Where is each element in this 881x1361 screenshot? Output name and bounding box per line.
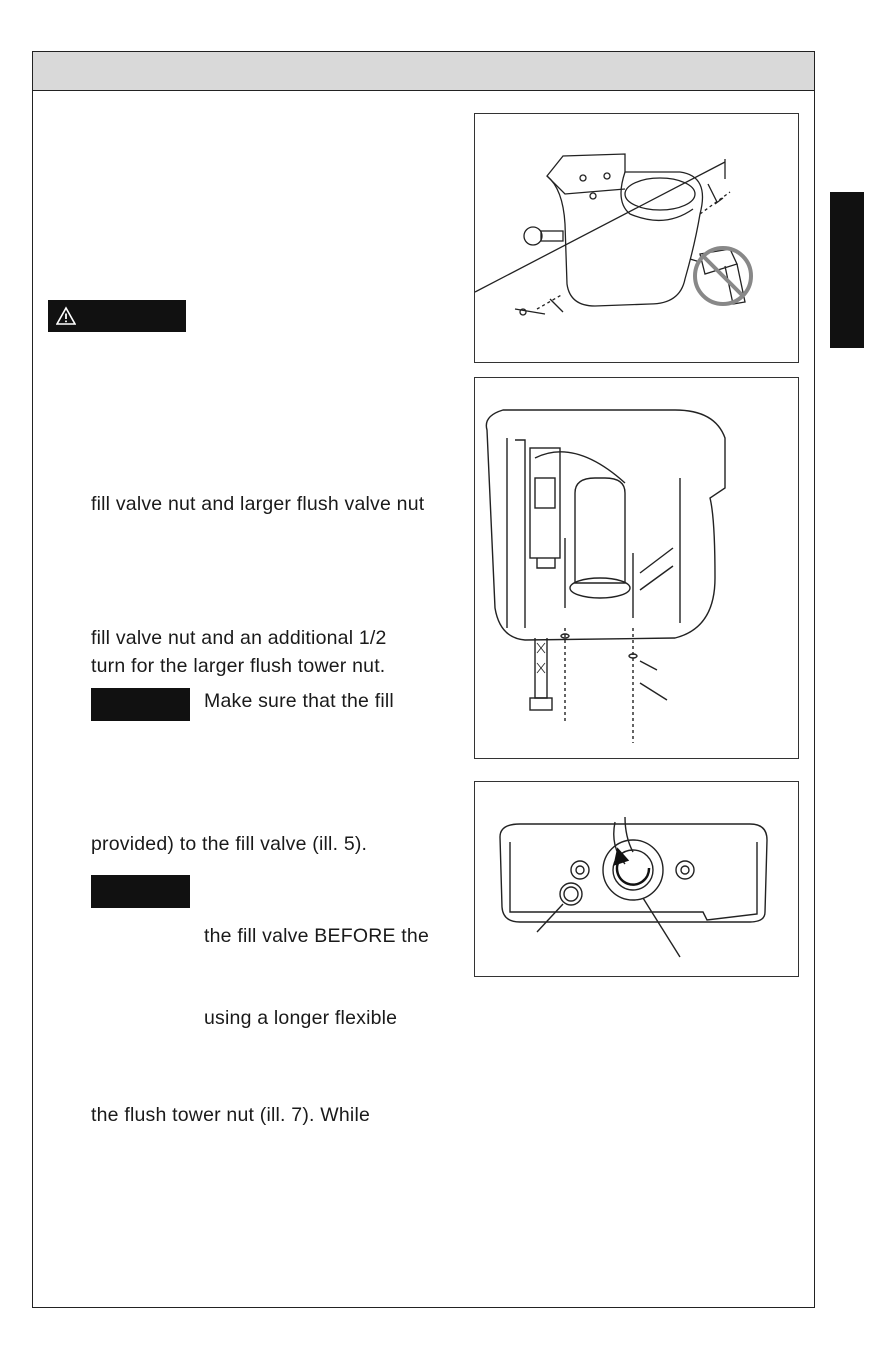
instruction-line: turn for the larger flush tower nut. bbox=[91, 655, 386, 677]
language-side-tab bbox=[830, 192, 864, 348]
figure-tank-bottom bbox=[474, 781, 799, 977]
instruction-line: the fill valve BEFORE the bbox=[204, 925, 430, 947]
no-power-drill-icon bbox=[695, 248, 751, 304]
instruction-line: the flush tower nut (ill. 7). While bbox=[91, 1104, 371, 1126]
warning-triangle-icon bbox=[56, 306, 76, 326]
tank-bottom-illustration bbox=[475, 782, 798, 976]
instruction-line: fill valve nut and an additional 1/2 bbox=[91, 627, 387, 649]
section-header-band bbox=[33, 52, 814, 91]
figure-tank-bolts bbox=[474, 377, 799, 759]
instruction-line: using a longer flexible bbox=[204, 1007, 398, 1029]
instruction-line: fill valve nut and larger flush valve nut bbox=[91, 493, 425, 515]
figure-bowl-install bbox=[474, 113, 799, 363]
bowl-illustration bbox=[475, 114, 798, 362]
clockwise-arrow-icon bbox=[615, 850, 649, 885]
caution-label bbox=[48, 300, 186, 332]
note-label bbox=[91, 688, 190, 721]
instruction-line: Make sure that the fill bbox=[204, 690, 394, 712]
tank-illustration bbox=[475, 378, 798, 758]
note-label bbox=[91, 875, 190, 908]
instruction-line: provided) to the fill valve (ill. 5). bbox=[91, 833, 368, 855]
